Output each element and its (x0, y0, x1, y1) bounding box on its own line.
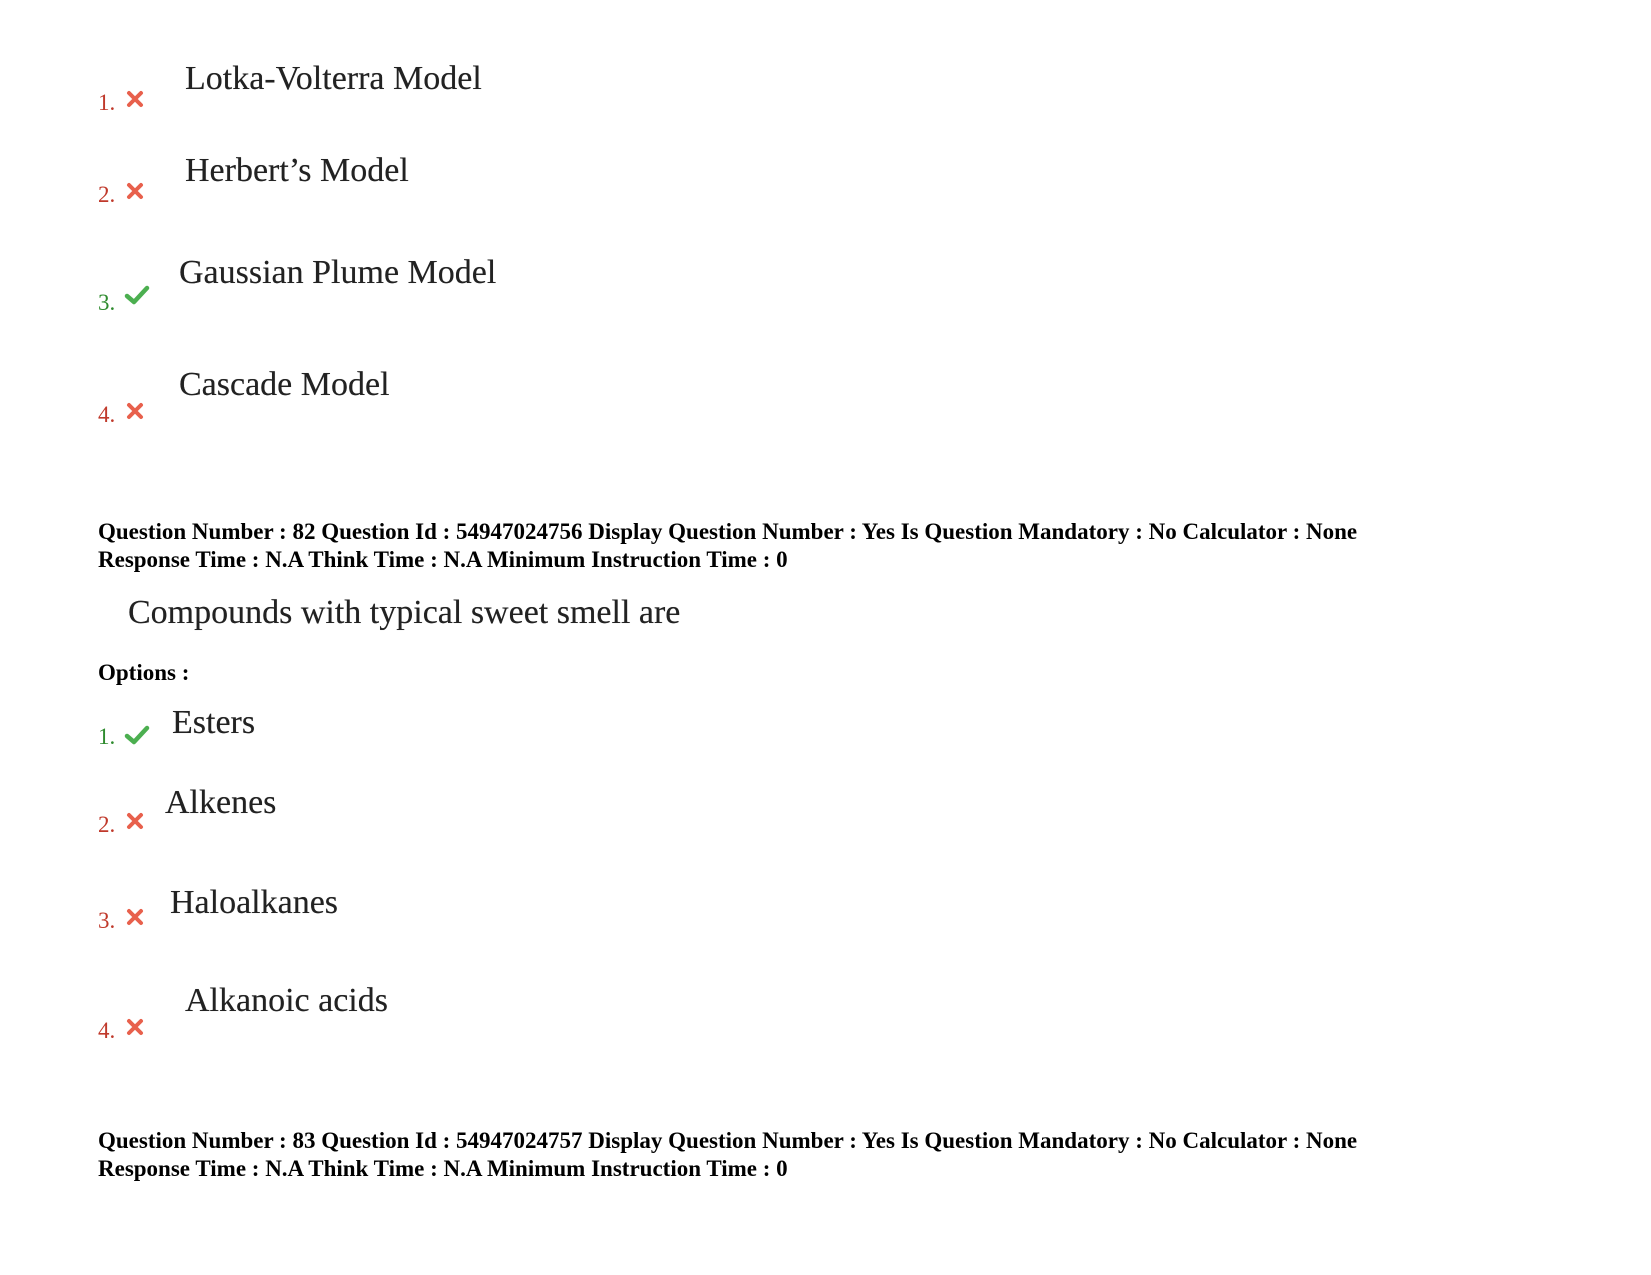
cross-icon (124, 88, 146, 110)
option-row (0, 884, 900, 944)
question-meta (98, 518, 1357, 574)
option-text: Herbert’s Model (185, 152, 409, 189)
option-text: Cascade Model (179, 366, 390, 403)
question-meta-line2: Response Time : N.A Think Time : N.A Minimum Instruction Time : 0 (98, 547, 788, 572)
question-meta-line2: Response Time : N.A Think Time : N.A Minimum Instruction Time : 0 (98, 1156, 788, 1181)
option-text: Lotka-Volterra Model (185, 60, 482, 97)
question-meta-line1: Question Number : 83 Question Id : 54947024757 Display Question Number : Yes Is Question Mandatory : No Calculator : None (98, 1128, 1358, 1153)
option-number: 3. (98, 290, 116, 315)
option-number: 2. (98, 182, 116, 207)
check-icon (124, 724, 150, 746)
cross-icon (124, 906, 146, 928)
cross-icon (124, 1016, 146, 1038)
option-text: Gaussian Plume Model (179, 254, 497, 291)
option-number: 3. (98, 908, 116, 933)
option-row (0, 60, 900, 120)
option-row (0, 152, 900, 212)
option-number: 2. (98, 812, 116, 837)
option-text: Esters (172, 704, 256, 741)
option-row (0, 252, 900, 315)
question-text: Compounds with typical sweet smell are (128, 594, 681, 631)
cross-icon (124, 400, 146, 422)
cross-icon (124, 810, 146, 832)
option-row (0, 980, 900, 1043)
option-row (0, 704, 900, 764)
option-number: 1. (98, 90, 116, 115)
option-row (0, 364, 900, 427)
check-icon (124, 284, 150, 306)
option-number: 4. (98, 402, 116, 427)
option-text: Alkenes (165, 784, 277, 821)
option-text: Haloalkanes (170, 884, 339, 921)
question-meta (98, 1127, 1357, 1183)
option-number: 1. (98, 724, 116, 749)
option-row (0, 784, 900, 844)
options-label: Options : (98, 660, 190, 685)
cross-icon (124, 180, 146, 202)
option-text: Alkanoic acids (185, 982, 388, 1019)
question-meta-line1: Question Number : 82 Question Id : 54947024756 Display Question Number : Yes Is Question Mandatory : No Calculator : None (98, 519, 1358, 544)
option-number: 4. (98, 1018, 116, 1043)
